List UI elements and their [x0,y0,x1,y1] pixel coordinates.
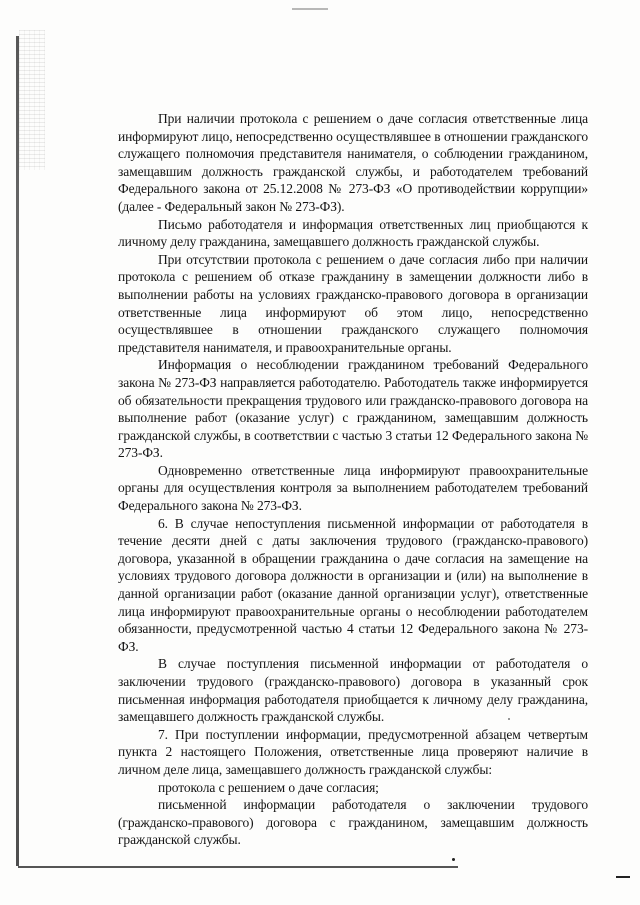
paragraph: Одновременно ответственные лица информируют правоохранительные органы для осуществления контроля за выполнением работодателем требований Федерального закона № 273-ФЗ. [118,462,588,514]
paragraph: При наличии протокола с решением о даче согласия ответственные лица информируют лицо, непосредственно осуществлявшее в отношении гражданского служащего полномочия представителя нанимателя, о соблюдении гражданином, замещавшим должность гражданской службы, и работодателем требований Федерального закона от 25.12.2008 № 273-ФЗ «О противодействии коррупции» (далее - Федеральный закон № 273-ФЗ). [118,111,588,214]
scan-artifact-dot [452,858,455,861]
scan-artifact-bottom-line [18,866,458,868]
list-item: протокола с решением о даче согласия; [158,779,379,795]
paragraph: При отсутствии протокола с решением о даче согласия либо при наличии протокола с решением об отказе гражданину в замещении должности либо в выполнении работы на условиях гражданско-правового договора в организации ответственные лица информируют об этом лицо, непосредственно осуществлявшее в отношении гражданского служащего полномочия представителя нанимателя, и правоохранительные органы. [118,251,588,355]
scan-artifact-left-noise [19,30,45,170]
scan-artifact-top [292,8,328,10]
paragraph: Письмо работодателя и информация ответственных лиц приобщаются к личному делу гражданина, замещавшего должность гражданской службы. [118,216,588,250]
paragraph: Информация о несоблюдении гражданином требований Федерального закона № 273-ФЗ направляется работодателю. Работодатель также информируется об обязательности прекращения трудового или гражданско-правового договора на выполнение работ (оказание услуг) с гражданином, замещавшим должность гражданской службы, в соответствии с частью 3 статьи 12 Федерального закона № 273-ФЗ. [118,357,588,461]
paragraph-item-6: 6. В случае непоступления письменной информации от работодателя в течение десяти дней с даты заключения трудового (гражданско-правового) договора, указанной в обращении гражданина о даче согласия на замещение на условиях трудового договора должности в организации и (или) на выполнение в данной организации работ (оказание данной организации услуг), ответственные лица информируют правоохранительные органы о несоблюдении работодателем обязанности, предусмотренной частью 4 статьи 12 Федерального закона № 273-ФЗ. [118,515,588,654]
document-body [118,110,588,849]
list-item: письменной информации работодателя о заключении трудового (гражданско-правового) договора с гражданином, замещавшим должность гражданской службы. [118,797,588,848]
paragraph: В случае поступления письменной информации от работодателя о заключении трудового (гражданско-правового) договора в указанный срок письменная информация работодателя приобщается к личному делу гражданина, замещавшего должность гражданской службы. [118,656,588,725]
scan-artifact-right-dash [616,876,630,878]
paragraph-item-7: 7. При поступлении информации, предусмотренной абзацем четвертым пункта 2 настоящего Положения, ответственные лица проверяют наличие в личном деле лица, замещавшего должность гражданской службы: [118,726,588,777]
